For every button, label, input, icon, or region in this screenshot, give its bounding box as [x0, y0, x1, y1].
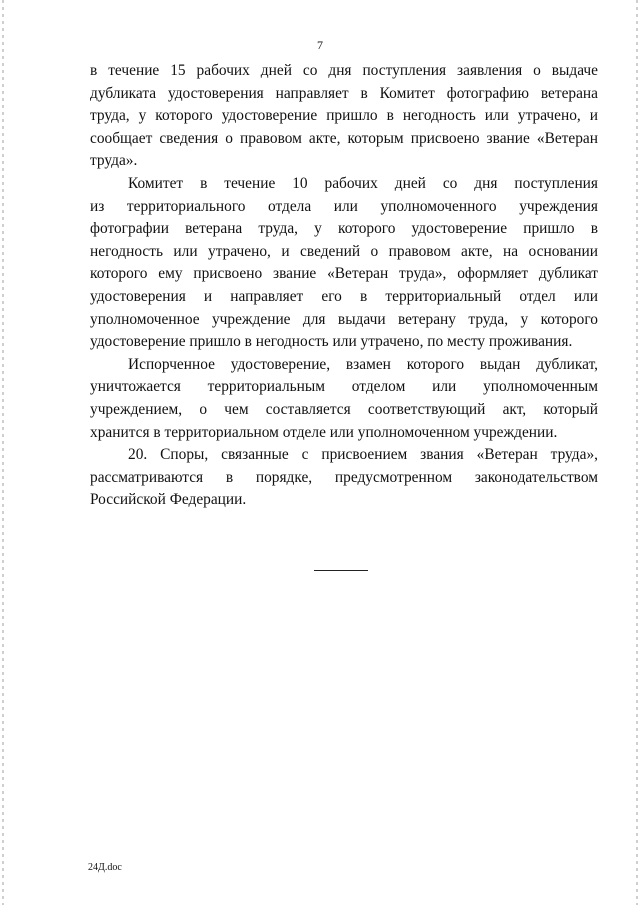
end-separator-line — [314, 570, 368, 571]
paragraph-damaged-certificate — [90, 354, 598, 444]
text-line: хранится в территориальном отделе или уполномоченном учреждении. — [90, 423, 558, 441]
text-line: Российской Федерации. — [90, 491, 247, 509]
paragraph-disputes — [90, 444, 598, 512]
text-line: уничтожается территориальным отделом или уполномоченным — [90, 378, 598, 396]
text-line: дубликата удостоверения направляет в Комитет фотографию ветерана — [90, 84, 598, 102]
text-line: негодность или утрачено, и сведений о правовом акте, на основании — [90, 242, 598, 260]
text-line: уполномоченное учреждение для выдачи ветерану труда, у которого — [90, 310, 598, 328]
text-line: удостоверения и направляет его в территориальный отдел или — [90, 287, 598, 305]
text-line: фотографии ветерана труда, у которого удостоверение пришло в — [90, 220, 598, 238]
text-line: Испорченное удостоверение, взамен которого выдан дубликат, — [128, 355, 598, 373]
text-line: учреждением, о чем составляется соответствующий акт, который — [90, 400, 598, 418]
text-line: труда». — [90, 152, 138, 170]
text-line: сообщает сведения о правовом акте, которым присвоено звание «Ветеран — [90, 129, 598, 147]
text-line: труда, у которого удостоверение пришло в негодность или утрачено, и — [90, 107, 598, 125]
text-line: которого ему присвоено звание «Ветеран труда», оформляет дубликат — [90, 265, 598, 283]
scan-edge-left — [2, 0, 4, 905]
footer-file-name: 24Д.doc — [88, 862, 122, 873]
text-line: в течение 15 рабочих дней со дня поступления заявления о выдаче — [90, 62, 598, 79]
page-number: 7 — [317, 38, 323, 52]
text-line: удостоверение пришло в негодность или утрачено, по месту проживания. — [90, 333, 573, 351]
text-line: рассматриваются в порядке, предусмотренном законодательством — [90, 468, 598, 486]
document-body — [90, 60, 598, 512]
paragraph-continuation — [90, 60, 598, 173]
paragraph-committee-duplicate — [90, 173, 598, 354]
text-line: Комитет в течение 10 рабочих дней со дня поступления — [128, 174, 598, 192]
text-line: 20. Споры, связанные с присвоением звания «Ветеран труда», — [128, 446, 598, 464]
scan-edge-right — [636, 0, 638, 905]
text-line: из территориального отдела или уполномоченного учреждения — [90, 197, 598, 215]
